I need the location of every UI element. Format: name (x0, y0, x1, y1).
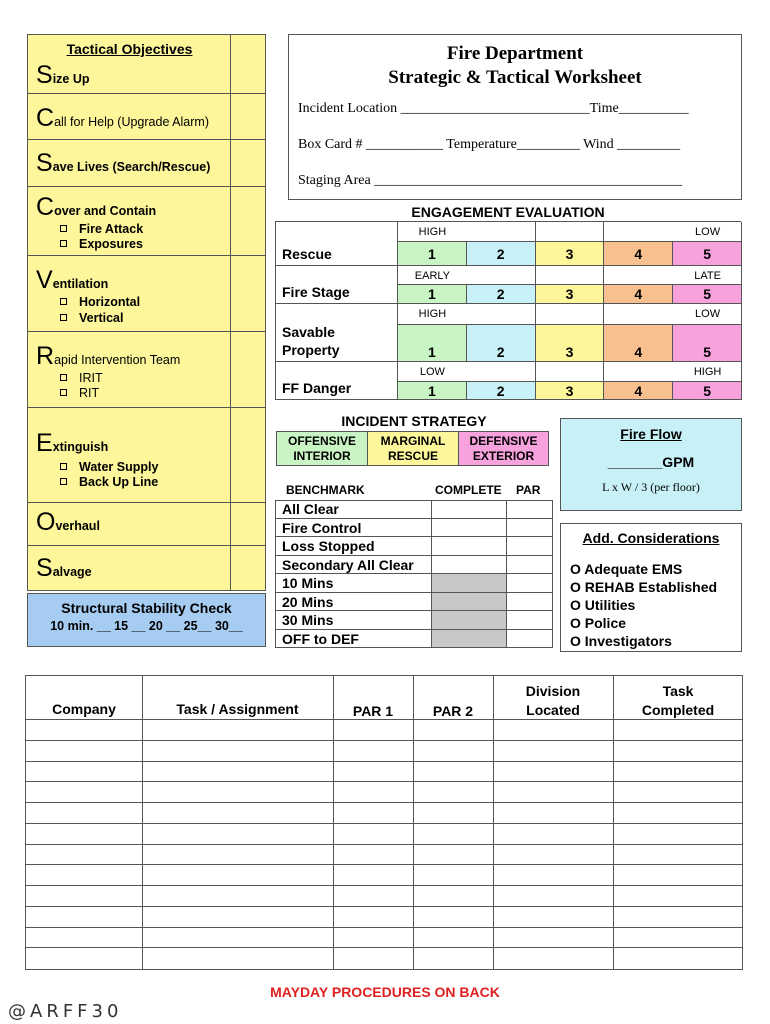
engagement-rescue-score-3[interactable]: 3 (536, 242, 605, 266)
benchmark-label: All Clear (275, 500, 432, 518)
engagement-ff-danger-score-3[interactable]: 3 (536, 382, 605, 400)
benchmark-label: 10 Mins (275, 574, 432, 592)
benchmark-label: Loss Stopped (275, 537, 432, 555)
tactical-check-cell[interactable] (231, 94, 265, 139)
checkbox-icon[interactable] (60, 478, 67, 485)
benchmark-complete-cell (432, 611, 507, 629)
tactical-label: entilation (52, 277, 109, 291)
considerations-title: Add. Considerations (582, 530, 720, 546)
tactical-check-cell[interactable] (231, 140, 265, 186)
engagement-header-cell (536, 222, 605, 242)
stability-title: Structural Stability Check (61, 600, 232, 616)
checkbox-icon[interactable] (60, 374, 67, 381)
benchmark-label: 30 Mins (275, 611, 432, 629)
tactical-row-call-for-help (28, 94, 265, 140)
benchmark-complete-cell[interactable] (432, 500, 507, 518)
checkbox-icon[interactable] (60, 298, 67, 305)
checkbox-icon[interactable] (60, 314, 67, 321)
benchmark-label: 20 Mins (275, 593, 432, 611)
company-table-row[interactable] (26, 741, 742, 762)
worksheet-header (288, 34, 742, 200)
benchmark-row (275, 556, 553, 575)
tactical-letter: V (36, 266, 53, 294)
benchmark-complete-header: COMPLETE (435, 483, 502, 497)
engagement-header-cell (604, 362, 673, 382)
col-par2: PAR 2 (432, 703, 474, 719)
page-subtitle: Strategic & Tactical Worksheet (388, 67, 642, 88)
fire-flow-panel (560, 418, 742, 511)
engagement-scale-high-end: LOW (695, 226, 721, 238)
considerations-list (570, 560, 717, 650)
tactical-check-cell[interactable] (231, 408, 265, 502)
tactical-sub-label: Back Up Line (79, 475, 159, 489)
benchmark-par-cell[interactable] (507, 630, 553, 648)
engagement-savable-property-score-3[interactable]: 3 (536, 325, 605, 362)
engagement-header-cell (536, 266, 605, 285)
benchmark-header: BENCHMARK (286, 483, 365, 497)
benchmark-complete-cell (432, 593, 507, 611)
tactical-check-cell[interactable] (231, 256, 265, 331)
benchmark-complete-cell (432, 630, 507, 648)
tactical-sub-label: IRIT (79, 371, 103, 385)
tactical-row-ventilation (28, 256, 265, 332)
benchmark-par-cell[interactable] (507, 537, 553, 555)
tactical-letter: C (36, 104, 55, 132)
tactical-row-save-lives (28, 140, 265, 187)
strategy-marginal-line1: MARGINAL (380, 434, 446, 448)
tactical-check-cell[interactable] (231, 35, 265, 93)
benchmark-complete-cell (432, 574, 507, 592)
tactical-label: xtinguish (52, 440, 109, 454)
engagement-header-cell (467, 222, 536, 242)
engagement-header-cell (398, 266, 467, 285)
strategy-defensive-line2: EXTERIOR (472, 449, 535, 463)
company-table-row[interactable] (26, 886, 742, 907)
tactical-row-size-up (28, 35, 265, 94)
tactical-letter: S (36, 61, 53, 89)
benchmark-row (275, 611, 553, 630)
benchmark-complete-cell[interactable] (432, 537, 507, 555)
benchmark-par-cell[interactable] (507, 574, 553, 592)
engagement-scale-high-end: LOW (695, 308, 721, 320)
consideration-ems[interactable]: O Adequate EMS (570, 561, 683, 577)
engagement-fire-stage-score-3[interactable]: 3 (536, 285, 605, 304)
engagement-ff-danger-score-5[interactable]: 5 (673, 382, 742, 400)
engagement-header-cell (604, 222, 673, 242)
engagement-header-cell (673, 362, 742, 382)
strategy-title: INCIDENT STRATEGY (341, 413, 487, 429)
engagement-fire-stage-score-1[interactable]: 1 (398, 285, 467, 304)
engagement-scale-low-end: HIGH (418, 226, 447, 238)
tactical-letter: R (36, 342, 55, 370)
strategy-marginal[interactable] (367, 431, 459, 466)
engagement-ff-danger-score-2[interactable]: 2 (467, 382, 536, 400)
engagement-header-cell (673, 304, 742, 325)
tactical-sub-label: Exposures (79, 237, 143, 251)
engagement-row-label: Rescue (282, 246, 332, 262)
tactical-label: all for Help (Upgrade Alarm) (54, 115, 209, 129)
engagement-scale-low-end: HIGH (418, 308, 447, 320)
strategy-offensive-line1: OFFENSIVE (287, 434, 356, 448)
incident-location-field[interactable]: Incident Location ___________________________Time__________ (298, 101, 689, 116)
company-table-row[interactable] (26, 782, 742, 803)
tactical-sub-label: Fire Attack (79, 222, 144, 236)
company-table-row[interactable] (26, 720, 742, 741)
tactical-letter: S (36, 149, 53, 177)
tactical-check-cell[interactable] (231, 332, 265, 407)
tactical-sub-label: Water Supply (79, 460, 159, 474)
col-company: Company (52, 701, 116, 717)
strategy-defensive[interactable] (458, 431, 549, 466)
company-table-row[interactable] (26, 928, 742, 949)
engagement-rescue-score-4[interactable]: 4 (604, 242, 673, 266)
engagement-ff-danger-score-4[interactable]: 4 (604, 382, 673, 400)
tactical-label: verhaul (55, 519, 100, 533)
tactical-label: ave Lives (Search/Rescue) (52, 160, 211, 174)
company-table-row[interactable] (26, 948, 742, 969)
consideration-police[interactable]: O Police (570, 615, 627, 631)
engagement-header-cell (467, 304, 536, 325)
engagement-row-fire-stage (276, 266, 398, 304)
strategy-offensive-line2: INTERIOR (293, 449, 351, 463)
benchmark-row (275, 574, 553, 593)
engagement-row-label: Savable Property (282, 324, 340, 358)
tactical-sub-label: Horizontal (79, 295, 141, 309)
col-division-located: Division Located (525, 683, 581, 718)
stability-intervals[interactable]: 10 min. __ 15 __ 20 __ 25__ 30__ (50, 619, 243, 633)
engagement-savable-property-score-1[interactable]: 1 (398, 325, 467, 362)
tactical-row-cover-contain (28, 187, 265, 256)
company-table-row[interactable] (26, 824, 742, 845)
engagement-rescue-score-5[interactable]: 5 (673, 242, 742, 266)
benchmark-complete-cell[interactable] (432, 519, 507, 537)
engagement-header-cell (398, 304, 467, 325)
staging-area-field[interactable]: Staging Area ____________________________________________ (298, 173, 683, 188)
checkbox-icon[interactable] (60, 463, 67, 470)
engagement-header-cell (673, 266, 742, 285)
engagement-rescue-score-2[interactable]: 2 (467, 242, 536, 266)
engagement-header-cell (467, 362, 536, 382)
benchmark-complete-cell[interactable] (432, 556, 507, 574)
engagement-row-label: FF Danger (282, 380, 352, 396)
engagement-savable-property-score-4[interactable]: 4 (604, 325, 673, 362)
engagement-fire-stage-score-5[interactable]: 5 (673, 285, 742, 304)
benchmark-row (275, 593, 553, 612)
tactical-sub-label: Vertical (79, 311, 124, 325)
mayday-notice: MAYDAY PROCEDURES ON BACK (270, 984, 500, 1000)
engagement-table (275, 221, 741, 400)
engagement-header-cell (673, 222, 742, 242)
strategy-defensive-line1: DEFENSIVE (469, 434, 538, 448)
watermark: @ARFF30 (8, 1001, 123, 1022)
tactical-letter: S (36, 554, 53, 582)
engagement-scale-high-end: HIGH (693, 366, 722, 378)
tactical-letter: C (36, 193, 55, 221)
tactical-check-cell[interactable] (231, 546, 265, 590)
tactical-check-cell[interactable] (231, 187, 265, 255)
benchmark-label: Fire Control (275, 519, 432, 537)
engagement-scale-high-end: LATE (694, 270, 721, 282)
strategy-marginal-line2: RESCUE (387, 449, 438, 463)
benchmark-par-header: PAR (516, 483, 541, 497)
tactical-label: ize Up (52, 72, 90, 86)
fire-flow-title: Fire Flow (620, 426, 682, 442)
company-table-row[interactable] (26, 803, 742, 824)
benchmark-row (275, 537, 553, 556)
col-par1: PAR 1 (352, 703, 394, 719)
benchmark-par-cell[interactable] (507, 519, 553, 537)
checkbox-icon[interactable] (60, 240, 67, 247)
fire-flow-formula: L x W / 3 (per floor) (602, 480, 700, 494)
company-assignment-table (25, 675, 743, 970)
benchmark-row (275, 500, 553, 519)
engagement-row-label: Fire Stage (282, 284, 350, 300)
engagement-fire-stage-score-4[interactable]: 4 (604, 285, 673, 304)
engagement-header-cell (536, 304, 605, 325)
tactical-row-rapid-intervention (28, 332, 265, 408)
considerations-panel (560, 523, 742, 652)
benchmark-row (275, 630, 553, 649)
benchmark-label: Secondary All Clear (275, 556, 432, 574)
engagement-header-cell (398, 222, 467, 242)
engagement-rescue-score-1[interactable]: 1 (398, 242, 467, 266)
company-table-row[interactable] (26, 907, 742, 928)
company-table-row[interactable] (26, 762, 742, 783)
tactical-title: Tactical Objectives (66, 41, 193, 57)
consideration-utilities[interactable]: O Utilities (570, 597, 636, 613)
col-task-completed: Task Completed (641, 683, 715, 718)
benchmark-par-cell[interactable] (507, 611, 553, 629)
engagement-scale-low-end: EARLY (414, 270, 451, 282)
page-title: Fire Department (446, 43, 584, 64)
company-table-row[interactable] (26, 865, 742, 886)
tactical-objectives-panel (27, 34, 266, 591)
engagement-scale-low-end: LOW (419, 366, 445, 378)
engagement-savable-property-score-5[interactable]: 5 (673, 325, 742, 362)
checkbox-icon[interactable] (60, 225, 67, 232)
tactical-label: over and Contain (54, 204, 157, 218)
tactical-letter: O (36, 508, 56, 536)
company-table-row[interactable] (26, 845, 742, 866)
strategy-offensive[interactable] (276, 431, 368, 466)
tactical-label: alvage (52, 565, 92, 579)
benchmark-label: OFF to DEF (275, 630, 432, 648)
engagement-fire-stage-score-2[interactable]: 2 (467, 285, 536, 304)
engagement-header-cell (604, 266, 673, 285)
tactical-letter: E (36, 429, 53, 457)
engagement-title: ENGAGEMENT EVALUATION (411, 204, 605, 220)
tactical-label: apid Intervention Team (54, 353, 181, 367)
benchmark-par-cell[interactable] (507, 500, 553, 518)
engagement-header-cell (467, 266, 536, 285)
engagement-row-rescue (276, 222, 398, 266)
engagement-row-savable-property (276, 304, 398, 362)
structural-stability-panel (27, 593, 266, 647)
consideration-investigators[interactable]: O Investigators (570, 633, 672, 649)
engagement-ff-danger-score-1[interactable]: 1 (398, 382, 467, 400)
engagement-header-cell (604, 304, 673, 325)
checkbox-icon[interactable] (60, 389, 67, 396)
consideration-rehab[interactable]: O REHAB Established (570, 579, 718, 595)
benchmark-par-cell[interactable] (507, 556, 553, 574)
engagement-header-cell (536, 362, 605, 382)
col-task-assignment: Task / Assignment (176, 701, 299, 717)
engagement-header-cell (398, 362, 467, 382)
tactical-row-overhaul (28, 503, 265, 546)
fire-flow-gpm-field[interactable]: _______GPM (607, 454, 695, 470)
engagement-savable-property-score-2[interactable]: 2 (467, 325, 536, 362)
benchmark-row (275, 519, 553, 538)
engagement-row-ff-danger (276, 362, 398, 400)
tactical-row-extinguish (28, 408, 265, 503)
box-card-field[interactable]: Box Card # ___________ Temperature_________ Wind _________ (298, 137, 681, 152)
tactical-row-salvage (28, 546, 265, 590)
benchmark-par-cell[interactable] (507, 593, 553, 611)
tactical-check-cell[interactable] (231, 503, 265, 545)
tactical-sub-label: RIT (79, 386, 100, 400)
